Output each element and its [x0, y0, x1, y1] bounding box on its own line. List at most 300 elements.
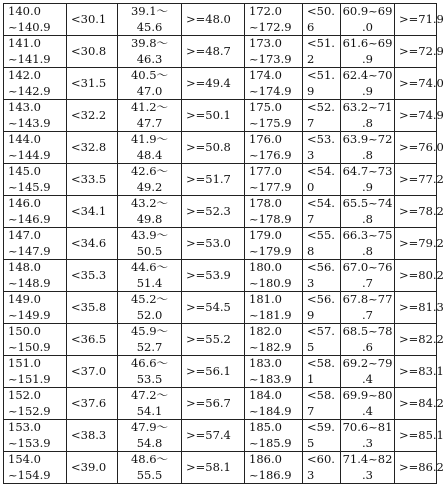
cell-text-line: 43.2～ — [130, 196, 169, 210]
cell-text-line: .7 — [362, 275, 373, 290]
high-weight-right-cell — [395, 132, 444, 164]
table-row — [4, 68, 437, 100]
cell-text-line: ~140.9 — [8, 19, 51, 34]
height-range-left-cell — [4, 132, 67, 164]
cell-text-line: >=82.2 — [399, 331, 444, 346]
cell-text-line: 47.0 — [136, 83, 163, 98]
cell-text-line: >=84.2 — [399, 395, 444, 410]
normal-weight-right-cell — [341, 356, 395, 388]
cell-text-line: 184.0 — [249, 388, 282, 402]
cell-text-line: 68.5~78 — [342, 324, 393, 338]
cell-text-line: 60.9~69 — [342, 4, 393, 18]
cell-text-line: 54.1 — [136, 403, 163, 418]
cell-text-line: >=80.2 — [399, 267, 444, 282]
cell-text-line: .9 — [362, 51, 373, 66]
cell-text-line: 64.7~73 — [342, 164, 393, 178]
normal-weight-left-cell — [118, 132, 182, 164]
cell-text-line: >=57.4 — [186, 427, 231, 442]
cell-text-line: >=86.2 — [399, 459, 444, 474]
table-row — [4, 356, 437, 388]
cell-text-line: 65.5~74 — [342, 196, 393, 210]
cell-text-line: 3 — [307, 147, 315, 162]
height-range-left-cell — [4, 68, 67, 100]
cell-text-line: ~141.9 — [8, 51, 51, 66]
low-weight-right-cell — [303, 324, 341, 356]
low-weight-left-cell — [67, 4, 118, 36]
cell-text-line: <34.6 — [71, 235, 107, 250]
table-row — [4, 164, 437, 196]
cell-text-line: .8 — [362, 147, 373, 162]
cell-text-line: 176.0 — [249, 132, 282, 146]
cell-text-line: 2 — [307, 51, 315, 66]
height-range-right-cell — [245, 36, 303, 68]
high-weight-right-cell — [395, 292, 444, 324]
cell-text-line: 149.0 — [8, 292, 41, 306]
cell-text-line: 40.5～ — [130, 68, 169, 82]
cell-text-line: >=53.0 — [186, 235, 231, 250]
cell-text-line: 9 — [307, 307, 315, 322]
cell-text-line: ~148.9 — [8, 275, 51, 290]
high-weight-right-cell — [395, 36, 444, 68]
high-weight-left-cell — [182, 132, 245, 164]
low-weight-left-cell — [67, 196, 118, 228]
cell-text-line: 142.0 — [8, 68, 41, 82]
cell-text-line: .9 — [362, 83, 373, 98]
high-weight-left-cell — [182, 324, 245, 356]
cell-text-line: 3 — [307, 275, 315, 290]
cell-text-line: >=74.9 — [399, 107, 444, 122]
cell-text-line: 143.0 — [8, 100, 41, 114]
normal-weight-left-cell — [118, 324, 182, 356]
cell-text-line: <33.5 — [71, 171, 107, 186]
cell-text-line: ~180.9 — [249, 275, 292, 290]
cell-text-line: 46.3 — [136, 51, 163, 66]
low-weight-left-cell — [67, 228, 118, 260]
cell-text-line: 152.0 — [8, 388, 41, 402]
cell-text-line: 154.0 — [8, 452, 41, 466]
cell-text-line: >=77.2 — [399, 171, 444, 186]
high-weight-left-cell — [182, 36, 245, 68]
normal-weight-left-cell — [118, 356, 182, 388]
low-weight-right-cell — [303, 164, 341, 196]
low-weight-right-cell — [303, 388, 341, 420]
cell-text-line: 49.2 — [136, 179, 163, 194]
high-weight-left-cell — [182, 420, 245, 452]
cell-text-line: .3 — [362, 435, 373, 450]
cell-text-line: ~154.9 — [8, 467, 51, 482]
cell-text-line: 173.0 — [249, 36, 282, 50]
table-row — [4, 100, 437, 132]
cell-text-line: ~147.9 — [8, 243, 51, 258]
cell-text-line: 71.4~82 — [342, 452, 393, 466]
table-row — [4, 420, 437, 452]
table-row — [4, 324, 437, 356]
normal-weight-left-cell — [118, 388, 182, 420]
cell-text-line: ~175.9 — [249, 115, 292, 130]
high-weight-left-cell — [182, 164, 245, 196]
cell-text-line: 67.8~77 — [342, 292, 393, 306]
cell-text-line: >=58.1 — [186, 459, 231, 474]
low-weight-right-cell — [303, 260, 341, 292]
high-weight-left-cell — [182, 4, 245, 36]
cell-text-line: >=48.7 — [186, 43, 231, 58]
cell-text-line: <56. — [307, 260, 335, 274]
cell-text-line: 9 — [307, 83, 315, 98]
cell-text-line: 185.0 — [249, 420, 282, 434]
low-weight-right-cell — [303, 356, 341, 388]
high-weight-right-cell — [395, 260, 444, 292]
cell-text-line: 53.5 — [136, 371, 163, 386]
cell-text-line: 174.0 — [249, 68, 282, 82]
high-weight-left-cell — [182, 196, 245, 228]
table-row — [4, 4, 437, 36]
cell-text-line: 42.6～ — [130, 164, 169, 178]
cell-text-line: <37.0 — [71, 363, 107, 378]
cell-text-line: >=55.2 — [186, 331, 231, 346]
normal-weight-left-cell — [118, 228, 182, 260]
cell-text-line: .0 — [362, 19, 373, 34]
cell-text-line: >=56.1 — [186, 363, 231, 378]
normal-weight-right-cell — [341, 100, 395, 132]
cell-text-line: ~174.9 — [249, 83, 292, 98]
high-weight-left-cell — [182, 228, 245, 260]
low-weight-right-cell — [303, 68, 341, 100]
normal-weight-left-cell — [118, 164, 182, 196]
cell-text-line: 52.7 — [136, 339, 163, 354]
high-weight-right-cell — [395, 324, 444, 356]
height-range-right-cell — [245, 324, 303, 356]
high-weight-right-cell — [395, 100, 444, 132]
cell-text-line: 50.5 — [136, 243, 163, 258]
cell-text-line: 47.7 — [136, 115, 163, 130]
cell-text-line: <54. — [307, 196, 335, 210]
cell-text-line: ~186.9 — [249, 467, 292, 482]
cell-text-line: ~185.9 — [249, 435, 292, 450]
height-range-left-cell — [4, 388, 67, 420]
normal-weight-right-cell — [341, 292, 395, 324]
low-weight-left-cell — [67, 132, 118, 164]
cell-text-line: >=50.1 — [186, 107, 231, 122]
cell-text-line: 140.0 — [8, 4, 41, 18]
cell-text-line: <60. — [307, 452, 335, 466]
height-range-right-cell — [245, 388, 303, 420]
cell-text-line: >=52.3 — [186, 203, 231, 218]
cell-text-line: <58. — [307, 388, 335, 402]
cell-text-line: ~144.9 — [8, 147, 51, 162]
cell-text-line: <35.8 — [71, 299, 107, 314]
cell-text-line: >=81.3 — [399, 299, 444, 314]
cell-text-line: >=50.8 — [186, 139, 231, 154]
cell-text-line: <35.3 — [71, 267, 107, 282]
table-row — [4, 452, 437, 484]
cell-text-line: 62.4~70 — [342, 68, 393, 82]
cell-text-line: ~184.9 — [249, 403, 292, 418]
cell-text-line: 39.8～ — [130, 36, 169, 50]
height-range-right-cell — [245, 4, 303, 36]
high-weight-left-cell — [182, 388, 245, 420]
cell-text-line: 153.0 — [8, 420, 41, 434]
normal-weight-right-cell — [341, 420, 395, 452]
cell-text-line: 7 — [307, 403, 315, 418]
cell-text-line: .6 — [362, 339, 373, 354]
cell-text-line: 49.8 — [136, 211, 163, 226]
table-row — [4, 132, 437, 164]
height-range-right-cell — [245, 68, 303, 100]
cell-text-line: <59. — [307, 420, 335, 434]
cell-text-line: .8 — [362, 243, 373, 258]
height-range-right-cell — [245, 196, 303, 228]
low-weight-right-cell — [303, 36, 341, 68]
cell-text-line: <51. — [307, 36, 335, 50]
cell-text-line: 178.0 — [249, 196, 282, 210]
high-weight-right-cell — [395, 164, 444, 196]
height-range-left-cell — [4, 196, 67, 228]
cell-text-line: .3 — [362, 467, 373, 482]
cell-text-line: 61.6~69 — [342, 36, 393, 50]
cell-text-line: 48.4 — [136, 147, 163, 162]
table-row — [4, 228, 437, 260]
cell-text-line: 69.2~79 — [342, 356, 393, 370]
height-range-left-cell — [4, 260, 67, 292]
table-row — [4, 196, 437, 228]
normal-weight-right-cell — [341, 260, 395, 292]
cell-text-line: ~152.9 — [8, 403, 51, 418]
high-weight-right-cell — [395, 4, 444, 36]
low-weight-right-cell — [303, 292, 341, 324]
cell-text-line: >=54.5 — [186, 299, 231, 314]
normal-weight-right-cell — [341, 36, 395, 68]
cell-text-line: >=83.1 — [399, 363, 444, 378]
normal-weight-right-cell — [341, 132, 395, 164]
low-weight-right-cell — [303, 452, 341, 484]
height-range-left-cell — [4, 452, 67, 484]
height-range-left-cell — [4, 292, 67, 324]
cell-text-line: >=51.7 — [186, 171, 231, 186]
low-weight-left-cell — [67, 324, 118, 356]
cell-text-line: 63.9~72 — [342, 132, 393, 146]
cell-text-line: ~149.9 — [8, 307, 51, 322]
cell-text-line: ~145.9 — [8, 179, 51, 194]
height-range-right-cell — [245, 260, 303, 292]
cell-text-line: >=56.7 — [186, 395, 231, 410]
normal-weight-left-cell — [118, 196, 182, 228]
cell-text-line: 45.9～ — [130, 324, 169, 338]
cell-text-line: 151.0 — [8, 356, 41, 370]
high-weight-right-cell — [395, 452, 444, 484]
cell-text-line: <32.2 — [71, 107, 107, 122]
cell-text-line: <34.1 — [71, 203, 107, 218]
cell-text-line: 7 — [307, 115, 315, 130]
cell-text-line: 43.9～ — [130, 228, 169, 242]
cell-text-line: ~183.9 — [249, 371, 292, 386]
cell-text-line: 5 — [307, 435, 315, 450]
normal-weight-left-cell — [118, 100, 182, 132]
cell-text-line: 7 — [307, 211, 315, 226]
normal-weight-left-cell — [118, 68, 182, 100]
table-row — [4, 292, 437, 324]
table-row — [4, 388, 437, 420]
cell-text-line: ~143.9 — [8, 115, 51, 130]
cell-text-line: <38.3 — [71, 427, 107, 442]
height-range-right-cell — [245, 228, 303, 260]
high-weight-left-cell — [182, 260, 245, 292]
high-weight-left-cell — [182, 68, 245, 100]
height-range-left-cell — [4, 36, 67, 68]
low-weight-left-cell — [67, 420, 118, 452]
low-weight-left-cell — [67, 452, 118, 484]
cell-text-line: <50. — [307, 4, 335, 18]
cell-text-line: 182.0 — [249, 324, 282, 338]
high-weight-left-cell — [182, 356, 245, 388]
low-weight-right-cell — [303, 132, 341, 164]
cell-text-line: 54.8 — [136, 435, 163, 450]
cell-text-line: 181.0 — [249, 292, 282, 306]
cell-text-line: <31.5 — [71, 75, 107, 90]
cell-text-line: 41.2～ — [130, 100, 169, 114]
cell-text-line: .9 — [362, 179, 373, 194]
cell-text-line: 148.0 — [8, 260, 41, 274]
height-range-left-cell — [4, 4, 67, 36]
cell-text-line: <52. — [307, 100, 335, 114]
cell-text-line: 46.6～ — [130, 356, 169, 370]
low-weight-left-cell — [67, 260, 118, 292]
cell-text-line: 179.0 — [249, 228, 282, 242]
cell-text-line: 175.0 — [249, 100, 282, 114]
height-range-right-cell — [245, 420, 303, 452]
cell-text-line: 147.0 — [8, 228, 41, 242]
cell-text-line: ~172.9 — [249, 19, 292, 34]
cell-text-line: >=48.0 — [186, 11, 231, 26]
high-weight-right-cell — [395, 68, 444, 100]
cell-text-line: 145.0 — [8, 164, 41, 178]
normal-weight-right-cell — [341, 324, 395, 356]
cell-text-line: ~176.9 — [249, 147, 292, 162]
normal-weight-left-cell — [118, 4, 182, 36]
cell-text-line: 47.9～ — [130, 420, 169, 434]
height-range-right-cell — [245, 452, 303, 484]
high-weight-right-cell — [395, 388, 444, 420]
cell-text-line: >=74.0 — [399, 75, 444, 90]
high-weight-left-cell — [182, 452, 245, 484]
normal-weight-left-cell — [118, 292, 182, 324]
table-body — [4, 4, 444, 484]
cell-text-line: .8 — [362, 115, 373, 130]
cell-text-line: 66.3~75 — [342, 228, 393, 242]
normal-weight-right-cell — [341, 164, 395, 196]
cell-text-line: 150.0 — [8, 324, 41, 338]
cell-text-line: .7 — [362, 307, 373, 322]
cell-text-line: 5 — [307, 339, 315, 354]
normal-weight-right-cell — [341, 228, 395, 260]
normal-weight-left-cell — [118, 420, 182, 452]
height-range-left-cell — [4, 228, 67, 260]
cell-text-line: 141.0 — [8, 36, 41, 50]
high-weight-right-cell — [395, 356, 444, 388]
low-weight-left-cell — [67, 356, 118, 388]
cell-text-line: ~177.9 — [249, 179, 292, 194]
cell-text-line: ~179.9 — [249, 243, 292, 258]
cell-text-line: 186.0 — [249, 452, 282, 466]
cell-text-line: <37.6 — [71, 395, 107, 410]
height-range-left-cell — [4, 356, 67, 388]
cell-text-line: ~182.9 — [249, 339, 292, 354]
cell-text-line: 52.0 — [136, 307, 163, 322]
height-range-left-cell — [4, 164, 67, 196]
cell-text-line: 47.2～ — [130, 388, 169, 402]
cell-text-line: <57. — [307, 324, 335, 338]
height-range-right-cell — [245, 292, 303, 324]
cell-text-line: 146.0 — [8, 196, 41, 210]
normal-weight-right-cell — [341, 388, 395, 420]
cell-text-line: 70.6~81 — [342, 420, 393, 434]
height-range-right-cell — [245, 164, 303, 196]
cell-text-line: <39.0 — [71, 459, 107, 474]
weight-standard-table — [3, 3, 444, 484]
normal-weight-right-cell — [341, 452, 395, 484]
cell-text-line: ~151.9 — [8, 371, 51, 386]
cell-text-line: 177.0 — [249, 164, 282, 178]
cell-text-line: 41.9～ — [130, 132, 169, 146]
cell-text-line: ~142.9 — [8, 83, 51, 98]
cell-text-line: 55.5 — [136, 467, 163, 482]
cell-text-line: .8 — [362, 211, 373, 226]
cell-text-line: 6 — [307, 19, 315, 34]
cell-text-line: 8 — [307, 243, 315, 258]
low-weight-left-cell — [67, 68, 118, 100]
cell-text-line: <32.8 — [71, 139, 107, 154]
cell-text-line: .4 — [362, 371, 373, 386]
height-range-left-cell — [4, 324, 67, 356]
cell-text-line: 180.0 — [249, 260, 282, 274]
high-weight-right-cell — [395, 196, 444, 228]
height-range-right-cell — [245, 100, 303, 132]
high-weight-left-cell — [182, 100, 245, 132]
table-row — [4, 260, 437, 292]
cell-text-line: <30.8 — [71, 43, 107, 58]
cell-text-line: <36.5 — [71, 331, 107, 346]
height-range-left-cell — [4, 100, 67, 132]
height-range-right-cell — [245, 132, 303, 164]
cell-text-line: 67.0~76 — [342, 260, 393, 274]
cell-text-line: <54. — [307, 164, 335, 178]
low-weight-left-cell — [67, 100, 118, 132]
high-weight-right-cell — [395, 420, 444, 452]
cell-text-line: 69.9~80 — [342, 388, 393, 402]
cell-text-line: <53. — [307, 132, 335, 146]
low-weight-left-cell — [67, 164, 118, 196]
cell-text-line: >=78.2 — [399, 203, 444, 218]
cell-text-line: 63.2~71 — [342, 100, 393, 114]
cell-text-line: 48.6～ — [130, 452, 169, 466]
low-weight-left-cell — [67, 388, 118, 420]
cell-text-line: .4 — [362, 403, 373, 418]
cell-text-line: 45.6 — [136, 19, 163, 34]
cell-text-line: <55. — [307, 228, 335, 242]
cell-text-line: >=76.0 — [399, 139, 444, 154]
cell-text-line: <51. — [307, 68, 335, 82]
cell-text-line: ~181.9 — [249, 307, 292, 322]
cell-text-line: >=71.9 — [399, 11, 444, 26]
cell-text-line: ~178.9 — [249, 211, 292, 226]
table-row — [4, 36, 437, 68]
cell-text-line: 183.0 — [249, 356, 282, 370]
cell-text-line: 51.4 — [136, 275, 163, 290]
normal-weight-left-cell — [118, 36, 182, 68]
cell-text-line: 1 — [307, 371, 315, 386]
cell-text-line: <58. — [307, 356, 335, 370]
cell-text-line: >=53.9 — [186, 267, 231, 282]
cell-text-line: >=49.4 — [186, 75, 231, 90]
